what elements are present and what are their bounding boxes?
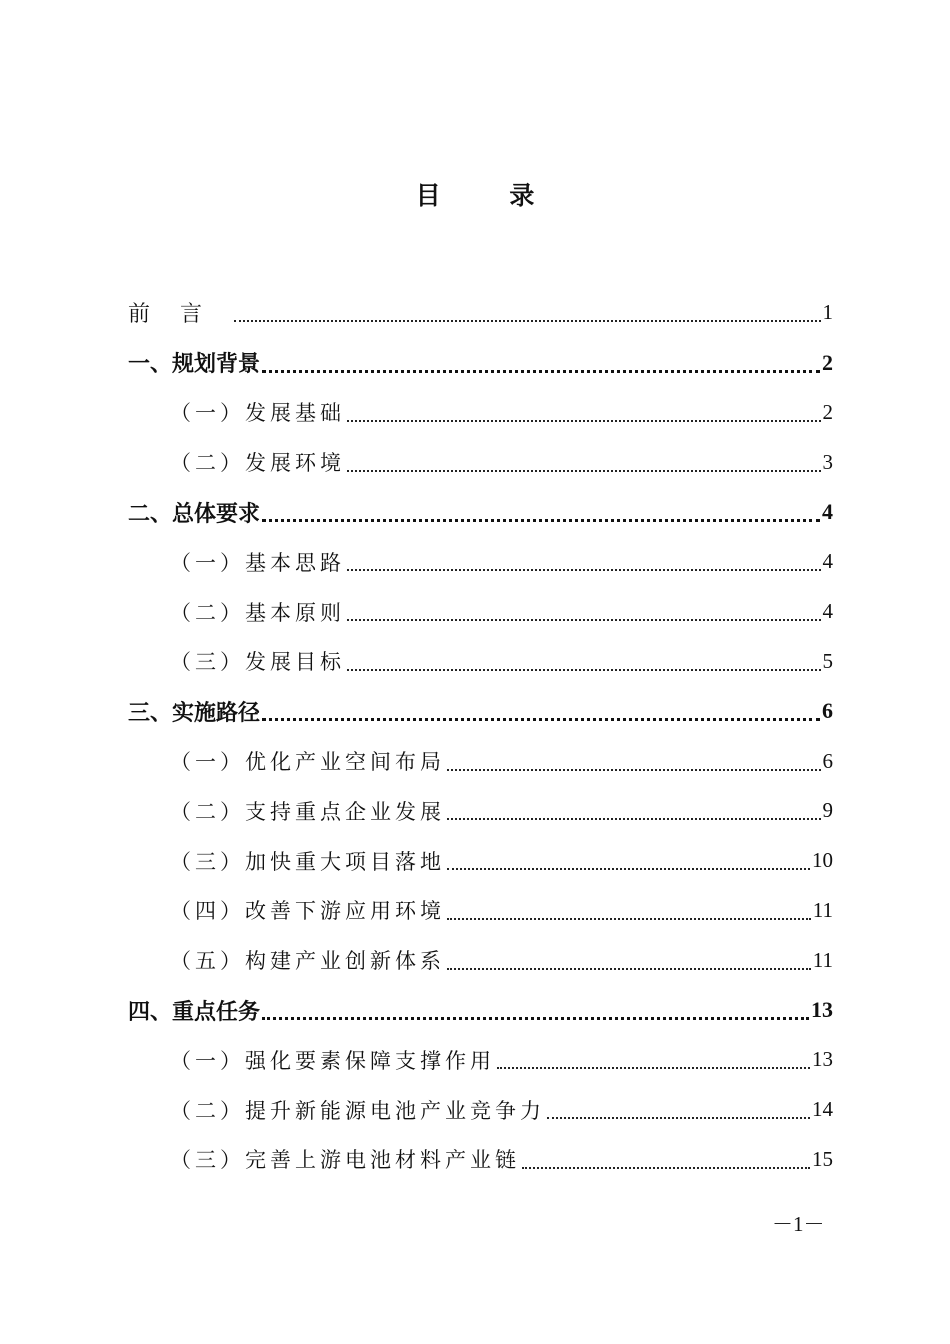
toc-entry-label: （四）改善下游应用环境 [170, 899, 445, 924]
toc-entry-subsection[interactable] [128, 886, 833, 936]
toc-leader-dots [447, 967, 811, 970]
toc-entry-label: （二）支持重点企业发展 [170, 799, 445, 824]
toc-entry-label: 一、规划背景 [128, 352, 261, 378]
toc-leader-dots [262, 1016, 809, 1020]
toc-entry-label: （三）完善上游电池材料产业链 [170, 1148, 520, 1173]
toc-leader-dots [447, 917, 811, 920]
toc-leader-dots [262, 717, 820, 721]
toc-entry-page-number: 5 [822, 648, 833, 673]
toc-entry-subsection[interactable] [128, 786, 833, 836]
toc-leader-dots [347, 469, 821, 472]
toc-entry-preface[interactable] [128, 288, 833, 338]
toc-entry-label: 四、重点任务 [128, 999, 261, 1025]
toc-entry-label: 前言 [128, 302, 233, 328]
toc-entry-page-number: 4 [822, 599, 833, 624]
toc-entry-label: 二、总体要求 [128, 501, 261, 527]
toc-leader-dots [234, 319, 820, 322]
toc-entry-section-4[interactable] [128, 985, 833, 1035]
toc-entry-page-number: 2 [822, 399, 833, 424]
toc-entry-page-number: 4 [822, 499, 833, 525]
toc-entry-subsection[interactable] [128, 388, 833, 438]
toc-entry-section-2[interactable] [128, 487, 833, 537]
toc-leader-dots [447, 867, 810, 870]
toc-entry-page-number: 13 [812, 1047, 833, 1072]
toc-entry-page-number: 10 [812, 848, 833, 873]
toc-entry-page-number: 9 [822, 798, 833, 823]
toc-entry-label: （五）构建产业创新体系 [170, 949, 445, 974]
toc-entry-label: （二）提升新能源电池产业竞争力 [170, 1098, 545, 1123]
toc-entry-subsection[interactable] [128, 1085, 833, 1135]
toc-entry-label: 三、实施路径 [128, 700, 261, 726]
toc-entry-label: （一）发展基础 [170, 401, 345, 426]
toc-leader-dots [497, 1066, 810, 1069]
toc-entry-page-number: 11 [812, 897, 833, 922]
toc-entry-label: （一）强化要素保障支撑作用 [170, 1048, 495, 1073]
toc-leader-dots [522, 1166, 810, 1169]
toc-entry-page-number: 6 [822, 748, 833, 773]
toc-leader-dots [262, 518, 820, 522]
toc-entry-subsection[interactable] [128, 587, 833, 637]
toc-leader-dots [347, 568, 821, 571]
toc-entry-label: （一）基本思路 [170, 550, 345, 575]
toc-entry-page-number: 1 [822, 300, 833, 325]
toc-entry-subsection[interactable] [128, 1035, 833, 1085]
toc-entry-page-number: 4 [822, 549, 833, 574]
toc-entry-page-number: 2 [822, 349, 833, 375]
toc-entry-subsection[interactable] [128, 637, 833, 687]
page-number-footer: －1－ [772, 1212, 825, 1236]
toc-entry-subsection[interactable] [128, 736, 833, 786]
toc-entry-subsection[interactable] [128, 437, 833, 487]
toc-leader-dots [262, 369, 820, 373]
toc-entry-page-number: 15 [812, 1146, 833, 1171]
toc-leader-dots [347, 618, 821, 621]
toc-entry-subsection[interactable] [128, 935, 833, 985]
toc-entry-page-number: 3 [822, 449, 833, 474]
toc-entry-label: （三）发展目标 [170, 650, 345, 675]
toc-entry-page-number: 11 [812, 947, 833, 972]
toc-leader-dots [347, 668, 821, 671]
toc-entry-label: （二）发展环境 [170, 451, 345, 476]
toc-entry-label: （二）基本原则 [170, 600, 345, 625]
toc-entry-subsection[interactable] [128, 1135, 833, 1185]
toc-leader-dots [547, 1116, 810, 1119]
toc-entry-page-number: 13 [811, 997, 833, 1023]
toc-leader-dots [447, 768, 821, 771]
toc-entry-page-number: 14 [812, 1097, 833, 1122]
toc-entry-section-3[interactable] [128, 686, 833, 736]
toc-entry-subsection[interactable] [128, 836, 833, 886]
toc-leader-dots [447, 817, 821, 820]
toc-entry-label: （三）加快重大项目落地 [170, 849, 445, 874]
toc-entry-section-1[interactable] [128, 338, 833, 388]
table-of-contents [128, 288, 833, 1184]
toc-entry-subsection[interactable] [128, 537, 833, 587]
toc-leader-dots [347, 419, 821, 422]
toc-entry-label: （一）优化产业空间布局 [170, 750, 445, 775]
page-title: 目 录 [415, 181, 565, 210]
toc-entry-page-number: 6 [822, 698, 833, 724]
